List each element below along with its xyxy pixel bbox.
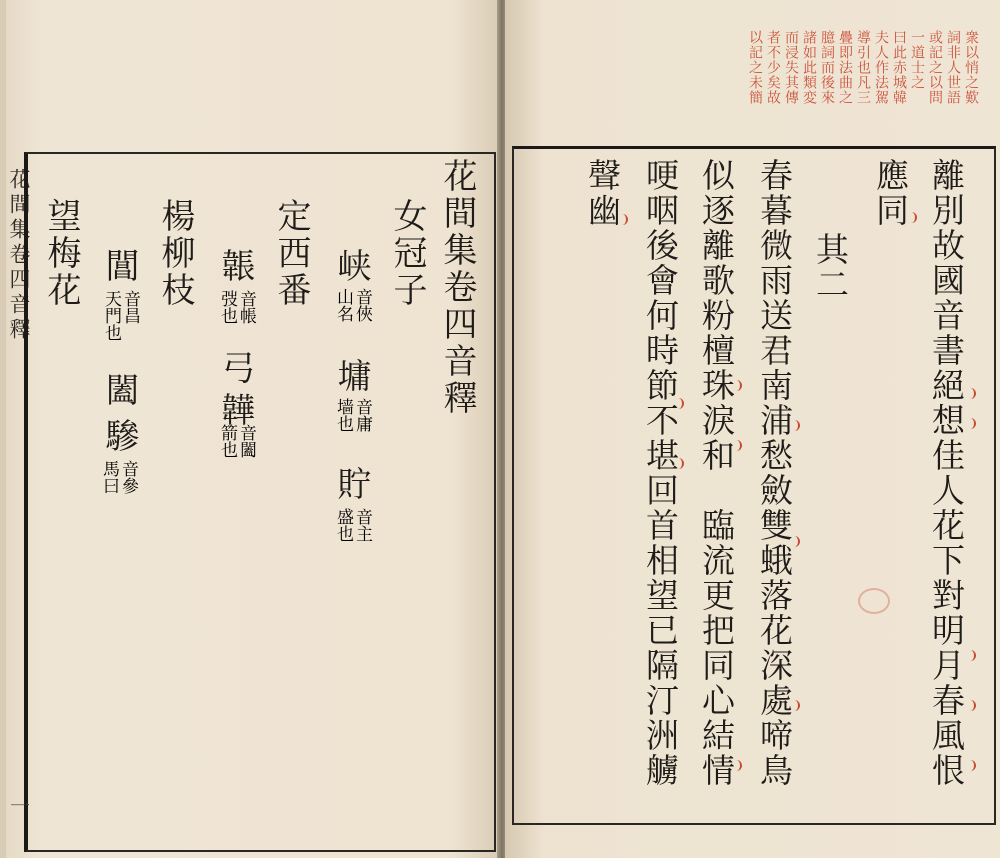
- gloss-note: 音俠 山名: [333, 288, 372, 322]
- gloss-char: 驂: [99, 418, 139, 455]
- marginal-note: 以記之未簡: [747, 30, 763, 105]
- gloss-note: 音庸 墙也: [333, 398, 372, 432]
- gloss-note: 音主 盛也: [333, 508, 372, 542]
- side-label: 花間集卷四音釋: [7, 168, 31, 343]
- marginal-note: 而浸失其傳: [783, 30, 799, 105]
- entry-head: 定西番: [271, 198, 311, 309]
- marginal-note: 者不少矣故: [765, 30, 781, 105]
- gloss-char: 韡: [215, 392, 255, 429]
- poem-column: 應同: [871, 158, 910, 228]
- poem-column: 似逐離歌粉檀珠淚和 臨流更把同心結情: [697, 158, 736, 788]
- marginal-note: 曰此赤城韓: [891, 30, 907, 105]
- gloss-char: 墉: [331, 358, 371, 395]
- gloss-char: 弓: [215, 350, 255, 387]
- marginal-note: 衆以悄之歎: [963, 30, 979, 105]
- gloss-char: 峡: [331, 248, 371, 285]
- right-text-frame: [512, 146, 996, 825]
- marginal-note: 一道士之: [909, 30, 925, 90]
- gloss-note: 音昌 天門也: [101, 290, 140, 341]
- poem-column: 春暮微雨送君南浦愁斂雙蛾落花深處啼鳥: [755, 158, 794, 788]
- marginal-note: 諸如此類変: [801, 30, 817, 105]
- page-title: 花間集卷四音釋: [437, 158, 477, 417]
- marginal-note: 臆詞而後來: [819, 30, 835, 105]
- poem-column: 離別故國音書絕想佳人花下對明月春風恨: [927, 158, 966, 788]
- gloss-char: 閶: [99, 248, 139, 285]
- marginal-note: 或記之以問: [927, 30, 943, 105]
- gloss-note: 音闔 箭也: [217, 424, 256, 458]
- gloss-note: 音參 馬曰: [99, 460, 138, 494]
- gloss-char: 闔: [99, 372, 139, 409]
- poem-subtitle: 其二: [811, 232, 850, 302]
- gloss-note: 音帳 弢也: [217, 290, 256, 324]
- marginal-note: 導引也凡三: [855, 30, 871, 105]
- entry-head: 楊柳枝: [155, 198, 195, 309]
- entry-head: 女冠子: [387, 198, 427, 309]
- marginal-note: 疊即法曲之: [837, 30, 853, 105]
- page-edge: [0, 0, 6, 858]
- entry-head: 望梅花: [41, 198, 81, 309]
- marginal-note: 詞非人世語: [945, 30, 961, 105]
- poem-column: 哽咽後會何時節不堪回首相望已隔汀洲艣: [641, 158, 680, 788]
- marginal-note: 夫人作法駕: [873, 30, 889, 105]
- seal-smudge: [858, 588, 890, 614]
- poem-column: 聲幽: [583, 158, 622, 228]
- gloss-char: 韔: [215, 248, 255, 285]
- gloss-char: 貯: [331, 466, 371, 503]
- folio-number: 一: [10, 794, 30, 818]
